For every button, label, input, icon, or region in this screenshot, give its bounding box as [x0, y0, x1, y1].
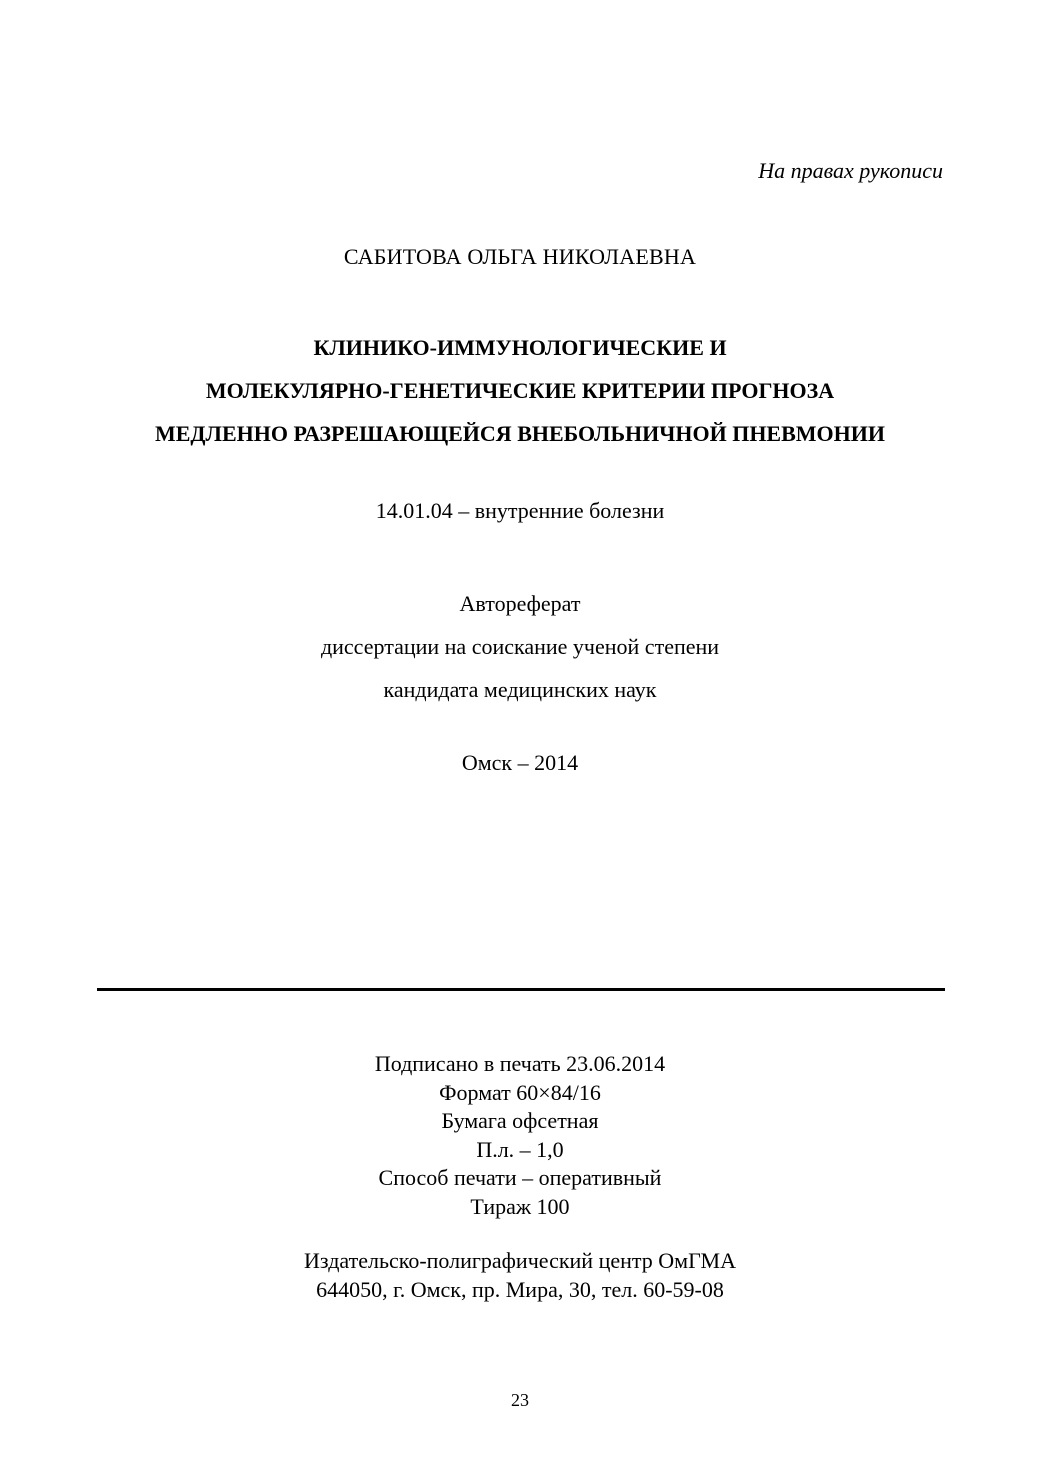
specialty-code: 14.01.04 – внутренние болезни [375, 498, 665, 523]
publisher-line: 644050, г. Омск, пр. Мира, 30, тел. 60-59-08 [316, 1277, 724, 1302]
page-number: 23 [511, 1390, 529, 1410]
imprint-line: Формат 60×84/16 [439, 1079, 601, 1105]
city-year: Омск – 2014 [461, 750, 579, 775]
abstract-line: диссертации на соискание ученой степени [320, 634, 720, 659]
abstract-line: Автореферат [459, 591, 581, 616]
rights-note: На правах рукописи [758, 158, 943, 183]
imprint-line: Бумага офсетная [441, 1108, 599, 1133]
dissertation-title [0, 326, 1040, 455]
imprint-block [0, 1050, 1040, 1221]
horizontal-divider [97, 988, 945, 991]
publisher-line: Издательско-полиграфический центр ОмГМА [304, 1248, 736, 1273]
title-line: МОЛЕКУЛЯРНО-ГЕНЕТИЧЕСКИЕ КРИТЕРИИ ПРОГНОЗА [205, 378, 835, 403]
imprint-line: Тираж 100 [470, 1193, 570, 1219]
imprint-line: П.л. – 1,0 [476, 1136, 564, 1162]
imprint-line: Способ печати – оперативный [378, 1165, 662, 1190]
title-line: МЕДЛЕННО РАЗРЕШАЮЩЕЙСЯ ВНЕБОЛЬНИЧНОЙ ПНЕВМОНИИ [154, 421, 885, 446]
title-line: КЛИНИКО-ИММУНОЛОГИЧЕСКИЕ И [313, 335, 727, 360]
abstract-line: кандидата медицинских наук [383, 677, 657, 702]
author-name: САБИТОВА ОЛЬГА НИКОЛАЕВНА [343, 244, 697, 269]
abstract-description [0, 582, 1040, 711]
imprint-line: Подписано в печать 23.06.2014 [374, 1051, 666, 1076]
publisher-block [0, 1246, 1040, 1304]
